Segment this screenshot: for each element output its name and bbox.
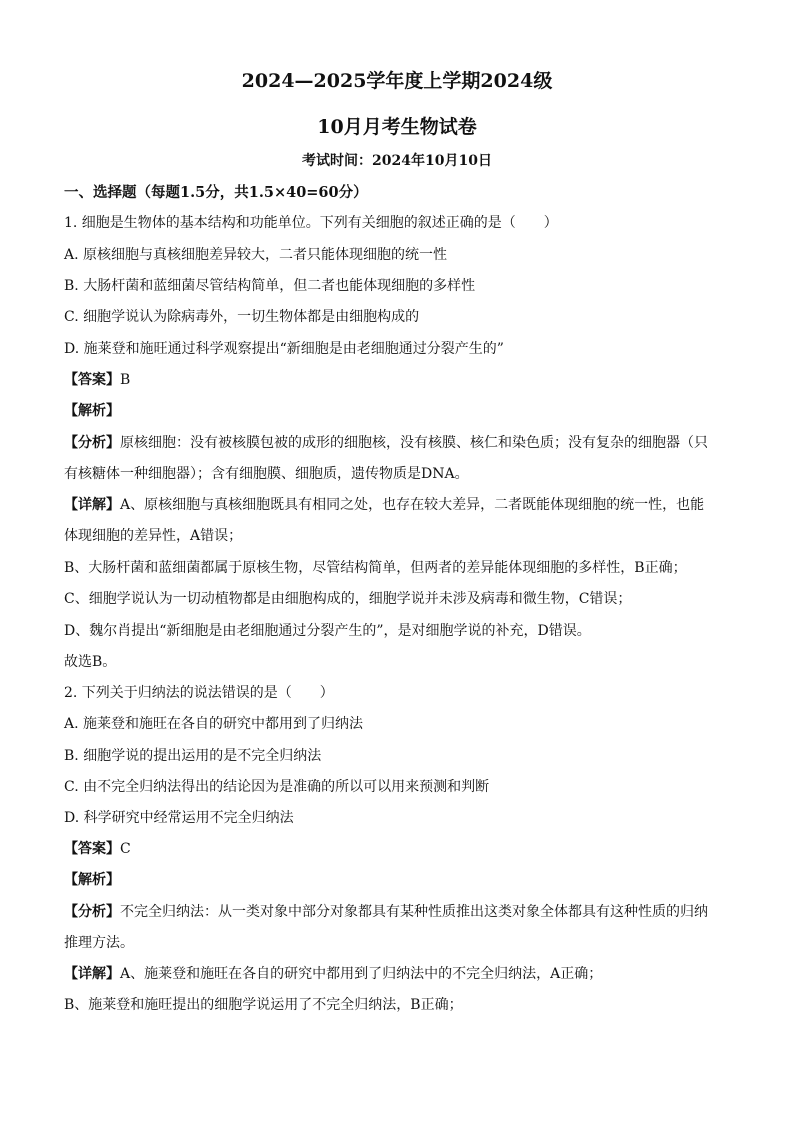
question-1-option-b: B. 大肠杆菌和蓝细菌尽管结构简单，但二者也能体现细胞的多样性 xyxy=(64,278,476,294)
answer-value: C xyxy=(120,841,131,857)
question-1-conclusion: 故选B。 xyxy=(64,654,117,670)
question-2-option-c: C. 由不完全归纳法得出的结论因为是准确的所以可以用来预测和判断 xyxy=(64,779,490,795)
question-1-detail-d: D、魏尔肖提出“新细胞是由老细胞通过分裂产生的”，是对细胞学说的补充，D错误。 xyxy=(64,623,591,639)
question-1-detail-a xyxy=(64,494,704,514)
detail-text: A、原核细胞与真核细胞既具有相同之处，也存在较大差异，二者既能体现细胞的统一性，也能 xyxy=(120,497,705,513)
question-1-answer xyxy=(64,369,130,389)
question-1-option-d: D. 施莱登和施旺通过科学观察提出“新细胞是由老细胞通过分裂产生的” xyxy=(64,341,504,357)
answer-value: B xyxy=(120,372,131,388)
question-2-option-d: D. 科学研究中经常运用不完全归纳法 xyxy=(64,810,294,826)
question-2-stem: 2. 下列关于归纳法的说法错误的是（ ） xyxy=(64,685,334,701)
question-1-detail-c: C、细胞学说认为一切动植物都是由细胞构成的，细胞学说并未涉及病毒和微生物，C错误； xyxy=(64,591,632,607)
question-1-option-c: C. 细胞学说认为除病毒外，一切生物体都是由细胞构成的 xyxy=(64,309,420,325)
fenxi-text: 原核细胞：没有被核膜包被的成形的细胞核，没有核膜、核仁和染色质；没有复杂的细胞器（只 xyxy=(120,435,708,451)
exam-time: 考试时间：2024年10月10日 xyxy=(302,153,492,169)
question-2-option-b: B. 细胞学说的提出运用的是不完全归纳法 xyxy=(64,748,322,764)
question-2-answer xyxy=(64,838,131,858)
question-1-detail-b: B、大肠杆菌和蓝细菌都属于原核生物，尽管结构简单，但两者的差异能体现细胞的多样性，B正确； xyxy=(64,560,687,576)
fenxi-text: 不完全归纳法：从一类对象中部分对象都具有某种性质推出这类对象全体都具有这种性质的归纳 xyxy=(120,904,708,920)
question-1-analysis-label: 【解析】 xyxy=(64,403,120,419)
exam-title-line1: 2024—2025学年度上学期2024级 xyxy=(241,70,553,92)
detail-label: 【详解】 xyxy=(64,497,120,513)
fenxi-label: 【分析】 xyxy=(64,435,120,451)
answer-label: 【答案】 xyxy=(64,841,120,857)
question-1-stem: 1. 细胞是生物体的基本结构和功能单位。下列有关细胞的叙述正确的是（ ） xyxy=(64,215,558,231)
section-heading: 一、选择题（每题1.5分，共1.5×40=60分） xyxy=(64,184,368,201)
fenxi-label: 【分析】 xyxy=(64,904,120,920)
question-2-fenxi xyxy=(64,901,708,921)
question-1-option-a: A. 原核细胞与真核细胞差异较大，二者只能体现细胞的统一性 xyxy=(64,247,448,263)
question-2-detail-a xyxy=(64,963,602,983)
exam-title-line2: 10月月考生物试卷 xyxy=(317,116,477,138)
question-2-fenxi-cont: 推理方法。 xyxy=(64,935,134,951)
question-1-fenxi xyxy=(64,432,708,452)
question-2-detail-b: B、施莱登和施旺提出的细胞学说运用了不完全归纳法，B正确； xyxy=(64,997,463,1013)
detail-label: 【详解】 xyxy=(64,966,120,982)
question-2-analysis-label: 【解析】 xyxy=(64,872,120,888)
answer-label: 【答案】 xyxy=(64,372,120,388)
question-1-detail-a-cont: 体现细胞的差异性，A错误； xyxy=(64,528,243,544)
detail-text: A、施莱登和施旺在各自的研究中都用到了归纳法中的不完全归纳法，A正确； xyxy=(120,966,603,982)
question-2-option-a: A. 施莱登和施旺在各自的研究中都用到了归纳法 xyxy=(64,716,364,732)
question-1-fenxi-cont: 有核糖体一种细胞器）；含有细胞膜、细胞质，遗传物质是DNA。 xyxy=(64,466,469,482)
